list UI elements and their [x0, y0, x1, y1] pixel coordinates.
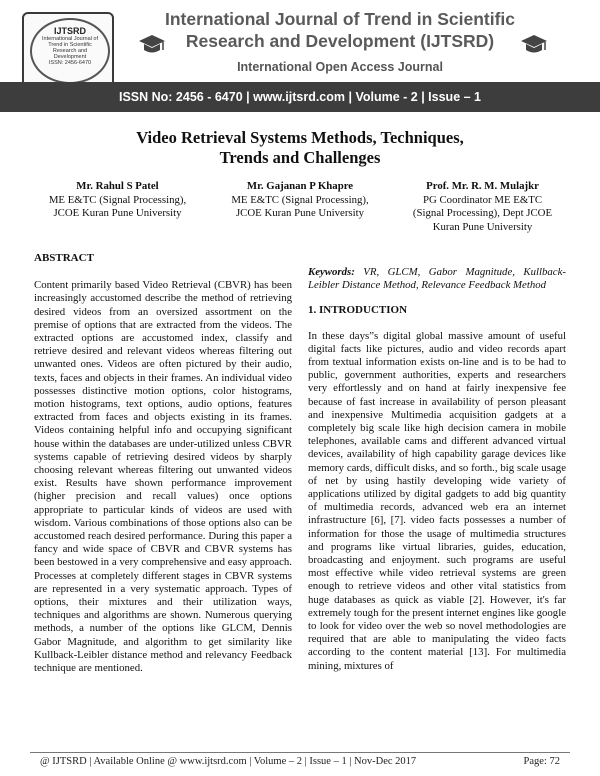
- paper-title-line-2: Trends and Challenges: [219, 148, 381, 167]
- abstract-heading: ABSTRACT: [34, 252, 94, 264]
- keywords-label: Keywords:: [308, 266, 355, 278]
- paper-title-line-1: Video Retrieval Systems Methods, Techniques,: [136, 128, 464, 147]
- info-bar: [0, 82, 600, 112]
- left-column: [34, 252, 292, 675]
- logo-line-3: Research and: [52, 48, 88, 54]
- author-name: Prof. Mr. R. M. Mulajkr: [426, 180, 539, 192]
- author-affiliation: PG Coordinator ME E&TC: [422, 193, 543, 206]
- logo-seal: [30, 18, 110, 84]
- journal-logo: [22, 12, 114, 88]
- journal-title-line-2: Research and Development (IJTSRD): [185, 31, 495, 51]
- logo-issn: ISSN: 2456-6470: [48, 60, 92, 66]
- logo-line-2: Trend in Scientific: [48, 42, 92, 48]
- page-number: Page: 72: [523, 756, 560, 767]
- page-footer: [0, 750, 600, 776]
- author-affiliation: Kuran Pune University: [432, 220, 533, 233]
- author-affiliation: ME E&TC (Signal Processing),: [231, 193, 369, 206]
- logo-line-4: Development: [53, 54, 87, 60]
- author-affiliation: ME E&TC (Signal Processing),: [48, 193, 187, 206]
- info-bar-text: ISSN No: 2456 - 6470 | www.ijtsrd.com | Volume - 2 | Issue – 1: [118, 90, 481, 104]
- footer-divider: [30, 752, 570, 753]
- author-name: Mr. Gajanan P Khapre: [246, 180, 354, 192]
- author-block: [395, 180, 570, 234]
- right-column: [308, 252, 566, 673]
- logo-line-1: International Journal of: [42, 36, 98, 42]
- paper-title: [60, 128, 540, 168]
- author-block: [215, 180, 385, 221]
- journal-title-line-1: International Journal of Trend in Scientific: [164, 9, 516, 29]
- logo-name: IJTSRD: [53, 26, 86, 36]
- keywords-text: VR, GLCM, Gabor Magnitude, Kullback-Leibler Distance Method, Relevance Feedback Method: [308, 266, 566, 292]
- keywords: [308, 266, 566, 292]
- author-block: [30, 180, 205, 221]
- author-affiliation: JCOE Kuran Pune University: [53, 207, 182, 219]
- abstract-text: Content primarily based Video Retrieval (CBVR) has been increasingly accustomed describe the method of retrieving desired videos from an oversized assortment on the premise of options that are extracted from the videos. The extracted options are accustomed index, classify and retrieve desired and relevant videos whereas filtering out unwanted ones. Videos are often pictured by their audio, texts, faces and objects in their frames. An individual video possesses distinctive motion options, color histograms, motion histograms, text options, audio options, features extracted from faces and objects existing in its frames. Videos containing helpful info and occupying significant house within the databases are under-utilized unless CBVR systems capable of retrieving desired videos by sharply choosing relevant whereas filtering out unwanted videos exist. Results have shown performance improvement (higher precision and recall values) once options appropriate to particular kinds of videos are used with wisdom. Various combinations of those options also can be accustomed reach desired performance. During this paper a fancy and wide space of CBVR and CBVR systems has been bestowed in a very comprehensive and easy approach. Processes at completely different stages in CBVR systems are represented in a very systematic approach. Types of options, their mixtures and their utilization ways, techniques and algorithms are shown. Numerous querying methods, a number of the options like GLCM, Dennis Gabor Magnitude, and algorithm to get similarity like Kullback-Leibler distance method and relevancy Feedback technique are mentioned.: [34, 279, 292, 675]
- introduction-heading: 1. INTRODUCTION: [308, 304, 408, 317]
- author-affiliation: JCOE Kuran Pune University: [235, 207, 365, 219]
- open-access-subtitle: International Open Access Journal: [237, 60, 443, 74]
- introduction-text: In these days”s digital global massive amount of useful digital facts like pictures, audio and video records apart from textual information exists on-line and is to be had to public, government authorities, experts and researchers very effortlessly and on hand at fairly inexpensive fee because of fast increase in availability of person pleasant and inexpensive Multimedia acquisition gadgets at a completely big scale like high decision camera in mobile telephones, available cams and different advanced virtual devices, availability of high capability garage devices like memory cards, difficult disks, and so forth., big scale usage of net by using hastily developing wide variety of applications utilized by digital gadgets to add big quantity of multimedia records, advanced web era an internet infrastructure [6], [7]. video facts possesses a number of information for those the usage of multimedia structures and programs like virtual libraries, guides, education, broadcasting and enjoyment. such programs are useful most effective while video retrieval systems are green enough to retrieve videos and other vital statistics from huge databases as quick as viable [2]. However, it's far extremely tough for the present internet engines like google to look for video over the web so novel methodologies are required that are able to manipulating the video facts according to the content material [13]. For multimedia mining, mixtures of: [308, 329, 566, 672]
- footer-text: @ IJTSRD | Available Online @ www.ijtsrd.com | Volume – 2 | Issue – 1 | Nov-Dec 2017: [40, 756, 417, 767]
- author-affiliation: (Signal Processing), Dept JCOE: [412, 207, 553, 219]
- author-name: Mr. Rahul S Patel: [76, 180, 159, 192]
- journal-header: [0, 0, 600, 115]
